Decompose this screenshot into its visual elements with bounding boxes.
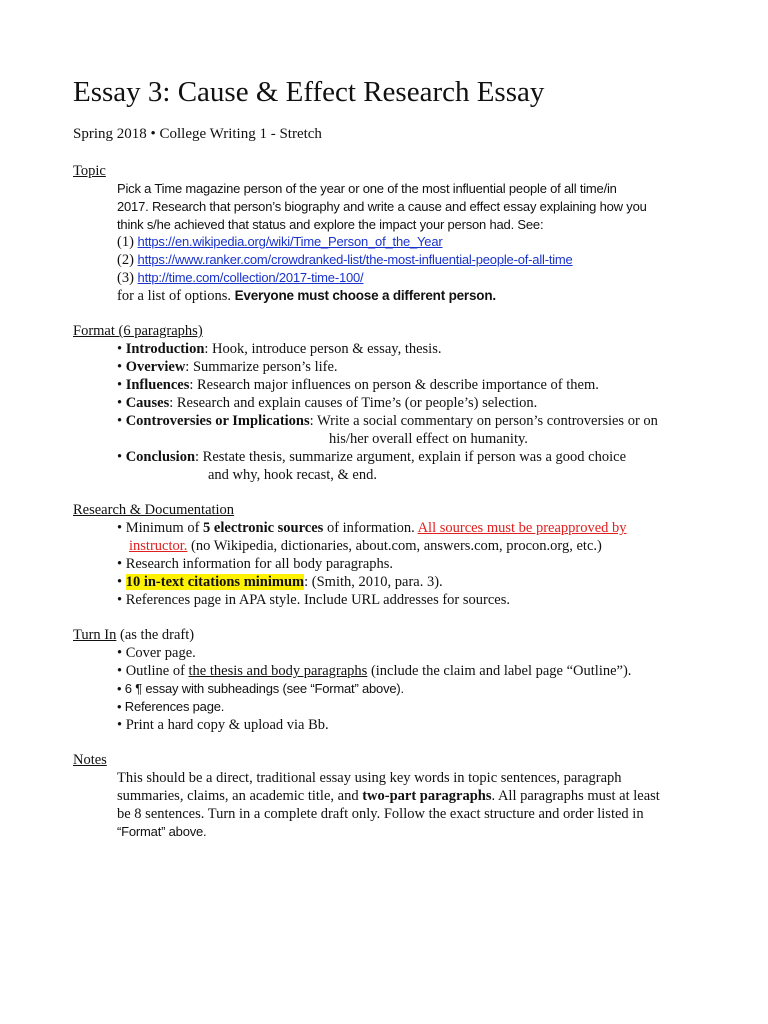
preapproval-warning: All sources must be preapproved by (417, 520, 627, 536)
format-item-causes (117, 394, 537, 412)
bullet: • (117, 395, 126, 411)
item-label: Causes (125, 395, 170, 411)
item-text: : Research major influences on person & describe importance of them. (189, 377, 599, 393)
turnin-heading-note: (as the draft) (116, 627, 195, 643)
link-number: (2) (117, 252, 138, 268)
options-bold: Everyone must choose a different person. (234, 288, 496, 303)
format-item-conclusion (117, 448, 626, 466)
item-text: : Write a social commentary on person’s controversies or on (309, 413, 658, 429)
notes-line-2 (117, 787, 660, 805)
course-subtitle: Spring 2018 • College Writing 1 - Stretch (73, 126, 322, 142)
item-label: Conclusion (125, 449, 196, 465)
turnin-item-print: • Print a hard copy & upload via Bb. (117, 717, 329, 733)
turnin-item-outline (117, 662, 631, 680)
bullet: • (117, 413, 126, 429)
item-label: Introduction (125, 341, 205, 357)
ranker-link[interactable]: https://www.ranker.com/crowdranked-list/the-most-influential-people-of-all-time (137, 252, 573, 267)
research-item-references: • References page in APA style. Include URL addresses for sources. (117, 592, 510, 608)
bullet: • (117, 449, 126, 465)
notes-line-4: “Format” above. (117, 824, 207, 839)
research-heading: Research & Documentation (73, 502, 235, 518)
topic-link-row-3 (117, 269, 363, 287)
turnin-item-references: • References page. (117, 699, 225, 714)
format-item-influences (117, 376, 599, 394)
topic-link-row-1 (117, 233, 443, 251)
citations-highlight: 10 in-text citations minimum (125, 574, 305, 590)
item-text: : Hook, introduce person & essay, thesis. (204, 341, 442, 357)
format-item-overview (117, 358, 338, 376)
link-number: (3) (117, 270, 138, 286)
research-item-citations (117, 573, 443, 591)
item-text: summaries, claims, an academic title, and (117, 788, 363, 804)
item-text: (no Wikipedia, dictionaries, about.com, answers.com, procon.org, etc.) (187, 538, 602, 554)
format-item-controversies-cont: his/her overall effect on humanity. (329, 431, 528, 447)
bullet: • (117, 341, 126, 357)
topic-heading: Topic (73, 163, 106, 179)
item-label: Overview (125, 359, 186, 375)
turnin-heading-line (73, 626, 194, 644)
research-item-sources (117, 519, 627, 537)
notes-heading: Notes (73, 752, 107, 768)
time-link[interactable]: http://time.com/collection/2017-time-100/ (137, 270, 364, 285)
format-item-introduction (117, 340, 441, 358)
item-text: : Research and explain causes of Time’s (or people’s) selection. (169, 395, 538, 411)
topic-options-line (117, 287, 496, 305)
research-item-sources-cont (129, 537, 602, 555)
notes-line-3: be 8 sentences. Turn in a complete draft only. Follow the exact structure and order listed in (117, 806, 644, 822)
preapproval-warning-cont: instructor. (129, 538, 188, 554)
essay-title: Essay 3: Cause & Effect Research Essay (73, 76, 545, 108)
topic-line-1: Pick a Time magazine person of the year or one of the most influential people of all time/in (117, 181, 617, 196)
item-label: Controversies or Implications (125, 413, 310, 429)
link-number: (1) (117, 234, 138, 250)
item-bold: two-part paragraphs (362, 788, 492, 804)
format-item-controversies (117, 412, 658, 430)
item-text: : (Smith, 2010, para. 3). (304, 574, 443, 590)
format-heading: Format (6 paragraphs) (73, 323, 203, 339)
item-underlined: the thesis and body paragraphs (188, 663, 368, 679)
item-bold: 5 electronic sources (203, 520, 324, 536)
item-text: • Minimum of (117, 520, 204, 536)
item-text: : Summarize person’s life. (185, 359, 338, 375)
format-item-conclusion-cont: and why, hook recast, & end. (208, 467, 377, 483)
topic-line-2: 2017. Research that person’s biography and write a cause and effect essay explaining how you (117, 199, 647, 214)
bullet: • (117, 359, 126, 375)
bullet: • (117, 377, 126, 393)
item-text: . All paragraphs must at least (491, 788, 660, 804)
item-text: of information. (323, 520, 418, 536)
wikipedia-link[interactable]: https://en.wikipedia.org/wiki/Time_Person_of_the_Year (137, 234, 443, 249)
turnin-heading: Turn In (73, 627, 117, 643)
item-label: Influences (125, 377, 190, 393)
item-text: • Outline of (117, 663, 189, 679)
notes-line-1: This should be a direct, traditional essay using key words in topic sentences, paragraph (117, 770, 622, 786)
research-item-body: • Research information for all body paragraphs. (117, 556, 394, 572)
topic-link-row-2 (117, 251, 573, 269)
options-text: for a list of options. (117, 288, 235, 304)
item-text: : Restate thesis, summarize argument, explain if person was a good choice (195, 449, 627, 465)
topic-line-3: think s/he achieved that status and explore the impact your person had. See: (117, 217, 544, 232)
turnin-item-cover: • Cover page. (117, 645, 196, 661)
item-text: (include the claim and label page “Outline”). (367, 663, 632, 679)
turnin-item-essay: • 6 ¶ essay with subheadings (see “Format” above). (117, 681, 404, 696)
bullet: • (117, 574, 126, 590)
